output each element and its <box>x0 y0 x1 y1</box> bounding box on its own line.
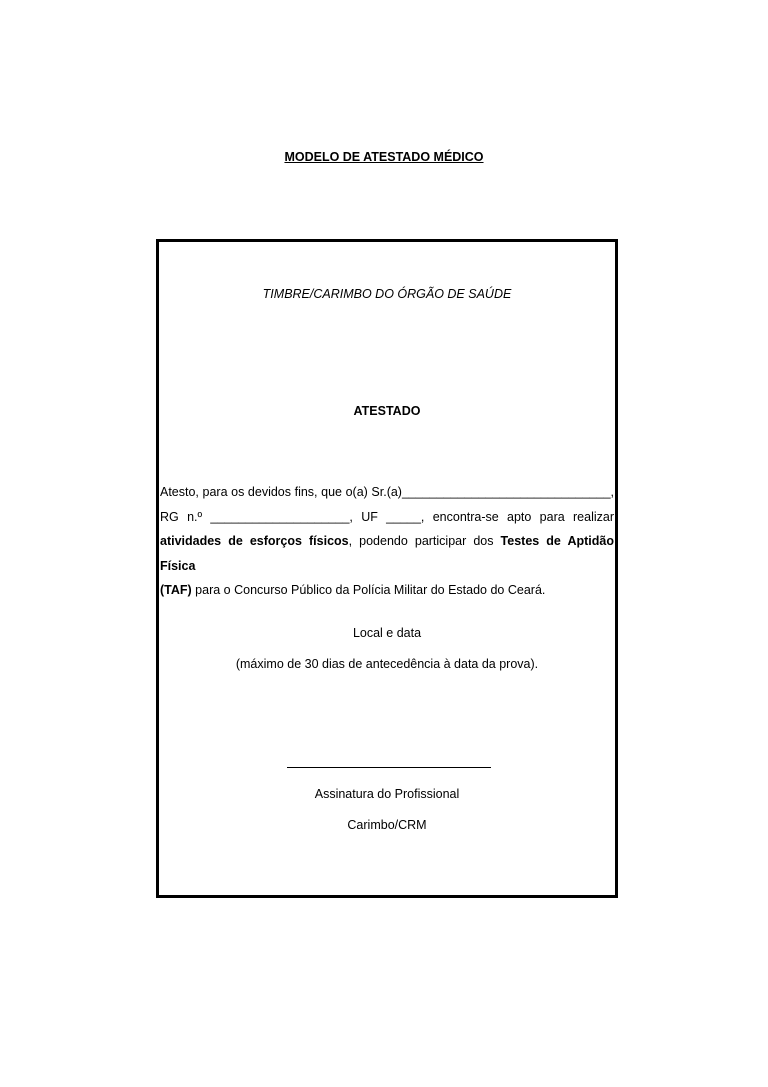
crm-stamp-label: Carimbo/CRM <box>347 818 427 832</box>
local-date-label: Local e data <box>352 626 422 640</box>
activities-mid: , podendo participar dos <box>348 534 501 548</box>
body-line-name: Atesto, para os devidos fins, que o(a) Sr.(a)______________________________, <box>160 485 614 499</box>
signature-line <box>287 767 491 768</box>
body-line-rg: RG n.º ____________________, UF _____, encontra-se apto para realizar <box>160 509 614 524</box>
body-line-activities <box>160 529 614 578</box>
certificate-heading: ATESTADO <box>353 404 421 418</box>
certificate-frame <box>156 239 618 898</box>
activities-bold: atividades de esforços físicos <box>160 534 349 548</box>
taf-bold: Testes de Aptidão Física <box>160 534 614 573</box>
page-title: MODELO DE ATESTADO MÉDICO <box>284 150 484 164</box>
deadline-note: (máximo de 30 dias de antecedência à data da prova). <box>235 657 539 671</box>
signature-label: Assinatura do Profissional <box>314 787 460 801</box>
body-line-contest <box>160 578 614 603</box>
contest-text: para o Concurso Público da Polícia Militar do Estado do Ceará. <box>191 583 546 597</box>
stamp-placeholder: TIMBRE/CARIMBO DO ÓRGÃO DE SAÚDE <box>262 287 512 301</box>
certificate-body <box>160 480 614 603</box>
taf-abbrev: (TAF) <box>160 583 192 597</box>
